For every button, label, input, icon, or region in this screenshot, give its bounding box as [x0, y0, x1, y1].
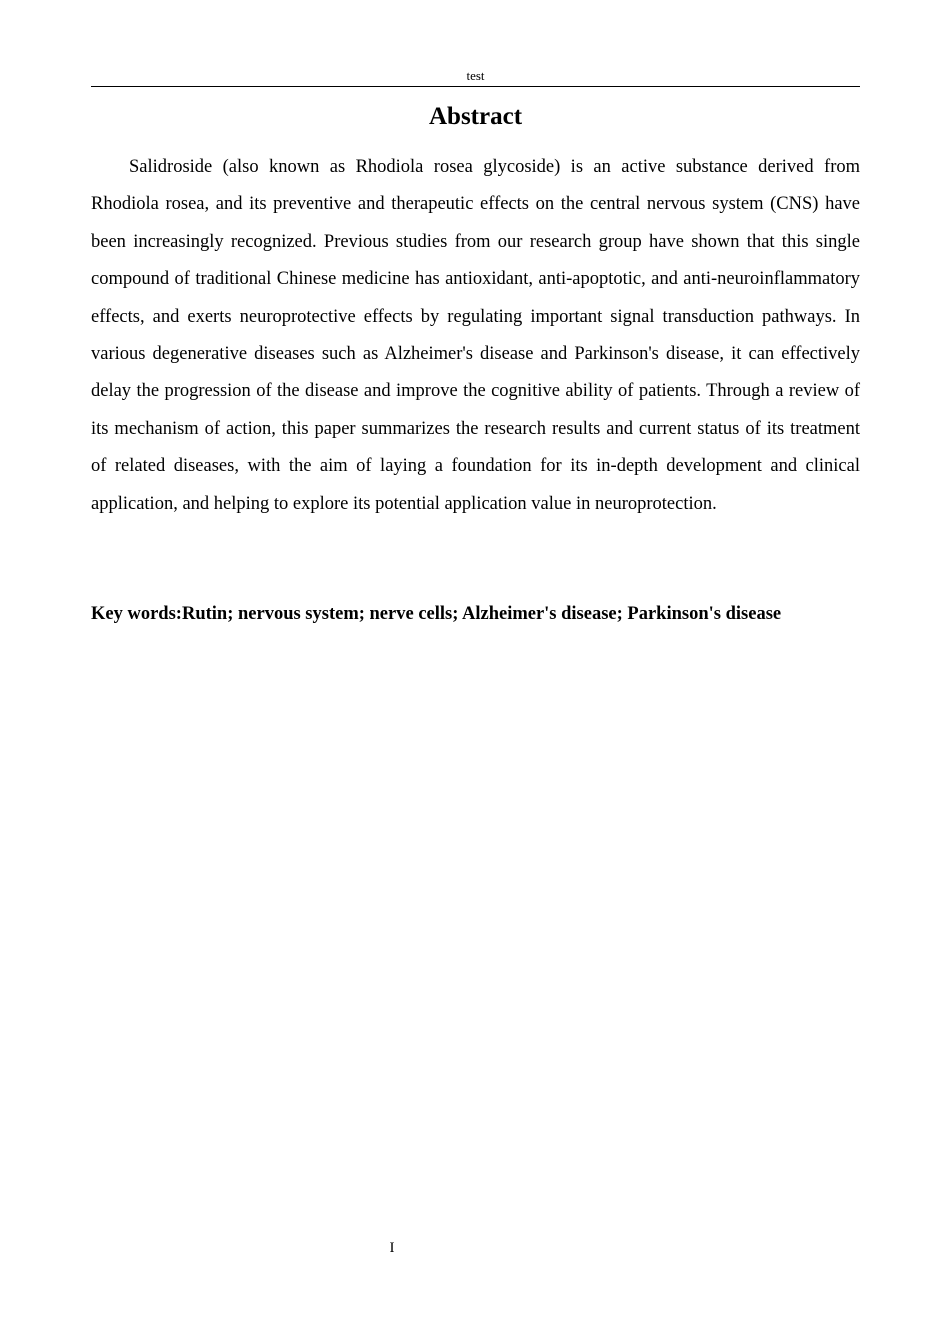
- keywords-line: [91, 600, 860, 628]
- keywords-list: Rutin; nervous system; nerve cells; Alzheimer's disease; Parkinson's disease: [181, 604, 782, 624]
- abstract-title: Abstract: [428, 103, 523, 130]
- running-header: test: [91, 68, 860, 87]
- abstract-body: Salidroside (also known as Rhodiola rosea glycoside) is an active substance derived from Rhodiola rosea, and its preventive and therapeutic effects on the central nervous system (CNS) have been increasingly recognized. Previous studies from our research group have shown that this single compound of traditional Chinese medicine has antioxidant, anti-apoptotic, and anti-neuroinflammatory effects, and exerts neuroprotective effects by regulating important signal transduction pathways. In various degenerative diseases such as Alzheimer's disease and Parkinson's disease, it can effectively delay the progression of the disease and improve the cognitive ability of patients. Through a review of its mechanism of action, this paper summarizes the research results and current status of its treatment of related diseases, with the aim of laying a foundation for its in-depth development and clinical application, and helping to explore its potential application value in neuroprotection.: [91, 157, 860, 514]
- keywords-label: Key words:: [91, 604, 182, 624]
- page-number: I: [389, 1240, 395, 1256]
